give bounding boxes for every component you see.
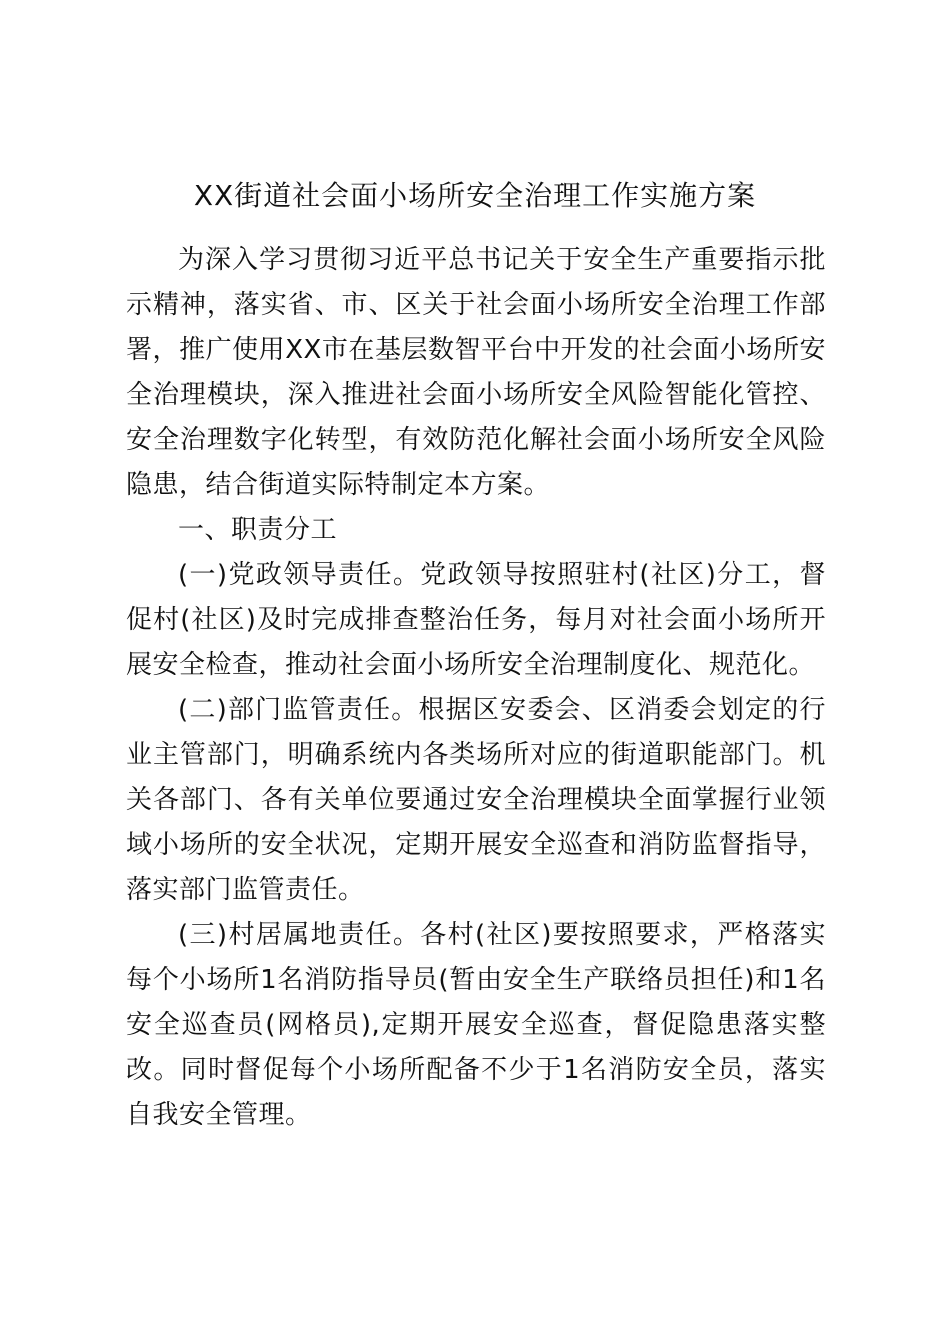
paragraph-village-territorial: (三)村居属地责任。各村(社区)要按照要求，严格落实每个小场所1名消防指导员(暂由安全生产联络员担任)和1名安全巡查员(网格员),定期开展安全巡查，督促隐患落实整改。同时督促每个小场所配备不少于1名消防安全员，落实自我安全管理。 (126, 920, 826, 1130)
document-title: XX街道社会面小场所安全治理工作实施方案 (193, 179, 757, 212)
intro-paragraph: 为深入学习贯彻习近平总书记关于安全生产重要指示批示精神，落实省、市、区关于社会面小场所安全治理工作部署，推广使用XX市在基层数智平台中开发的社会面小场所安全治理模块，深入推进社会面小场所安全风险智能化管控、安全治理数字化转型，有效防范化解社会面小场所安全风险隐患，结合街道实际特制定本方案。 (126, 245, 826, 500)
paragraph-party-leadership: (一)党政领导责任。党政领导按照驻村(社区)分工，督促村(社区)及时完成排查整治任务，每月对社会面小场所开展安全检查，推动社会面小场所安全治理制度化、规范化。 (126, 560, 826, 680)
document-body (126, 238, 826, 1138)
paragraph-department-supervision: (二)部门监管责任。根据区安委会、区消委会划定的行业主管部门，明确系统内各类场所对应的街道职能部门。机关各部门、各有关单位要通过安全治理模块全面掌握行业领域小场所的安全状况，定期开展安全巡查和消防监督指导，落实部门监管责任。 (126, 695, 826, 905)
section-heading-responsibilities: 一、职责分工 (178, 515, 338, 545)
